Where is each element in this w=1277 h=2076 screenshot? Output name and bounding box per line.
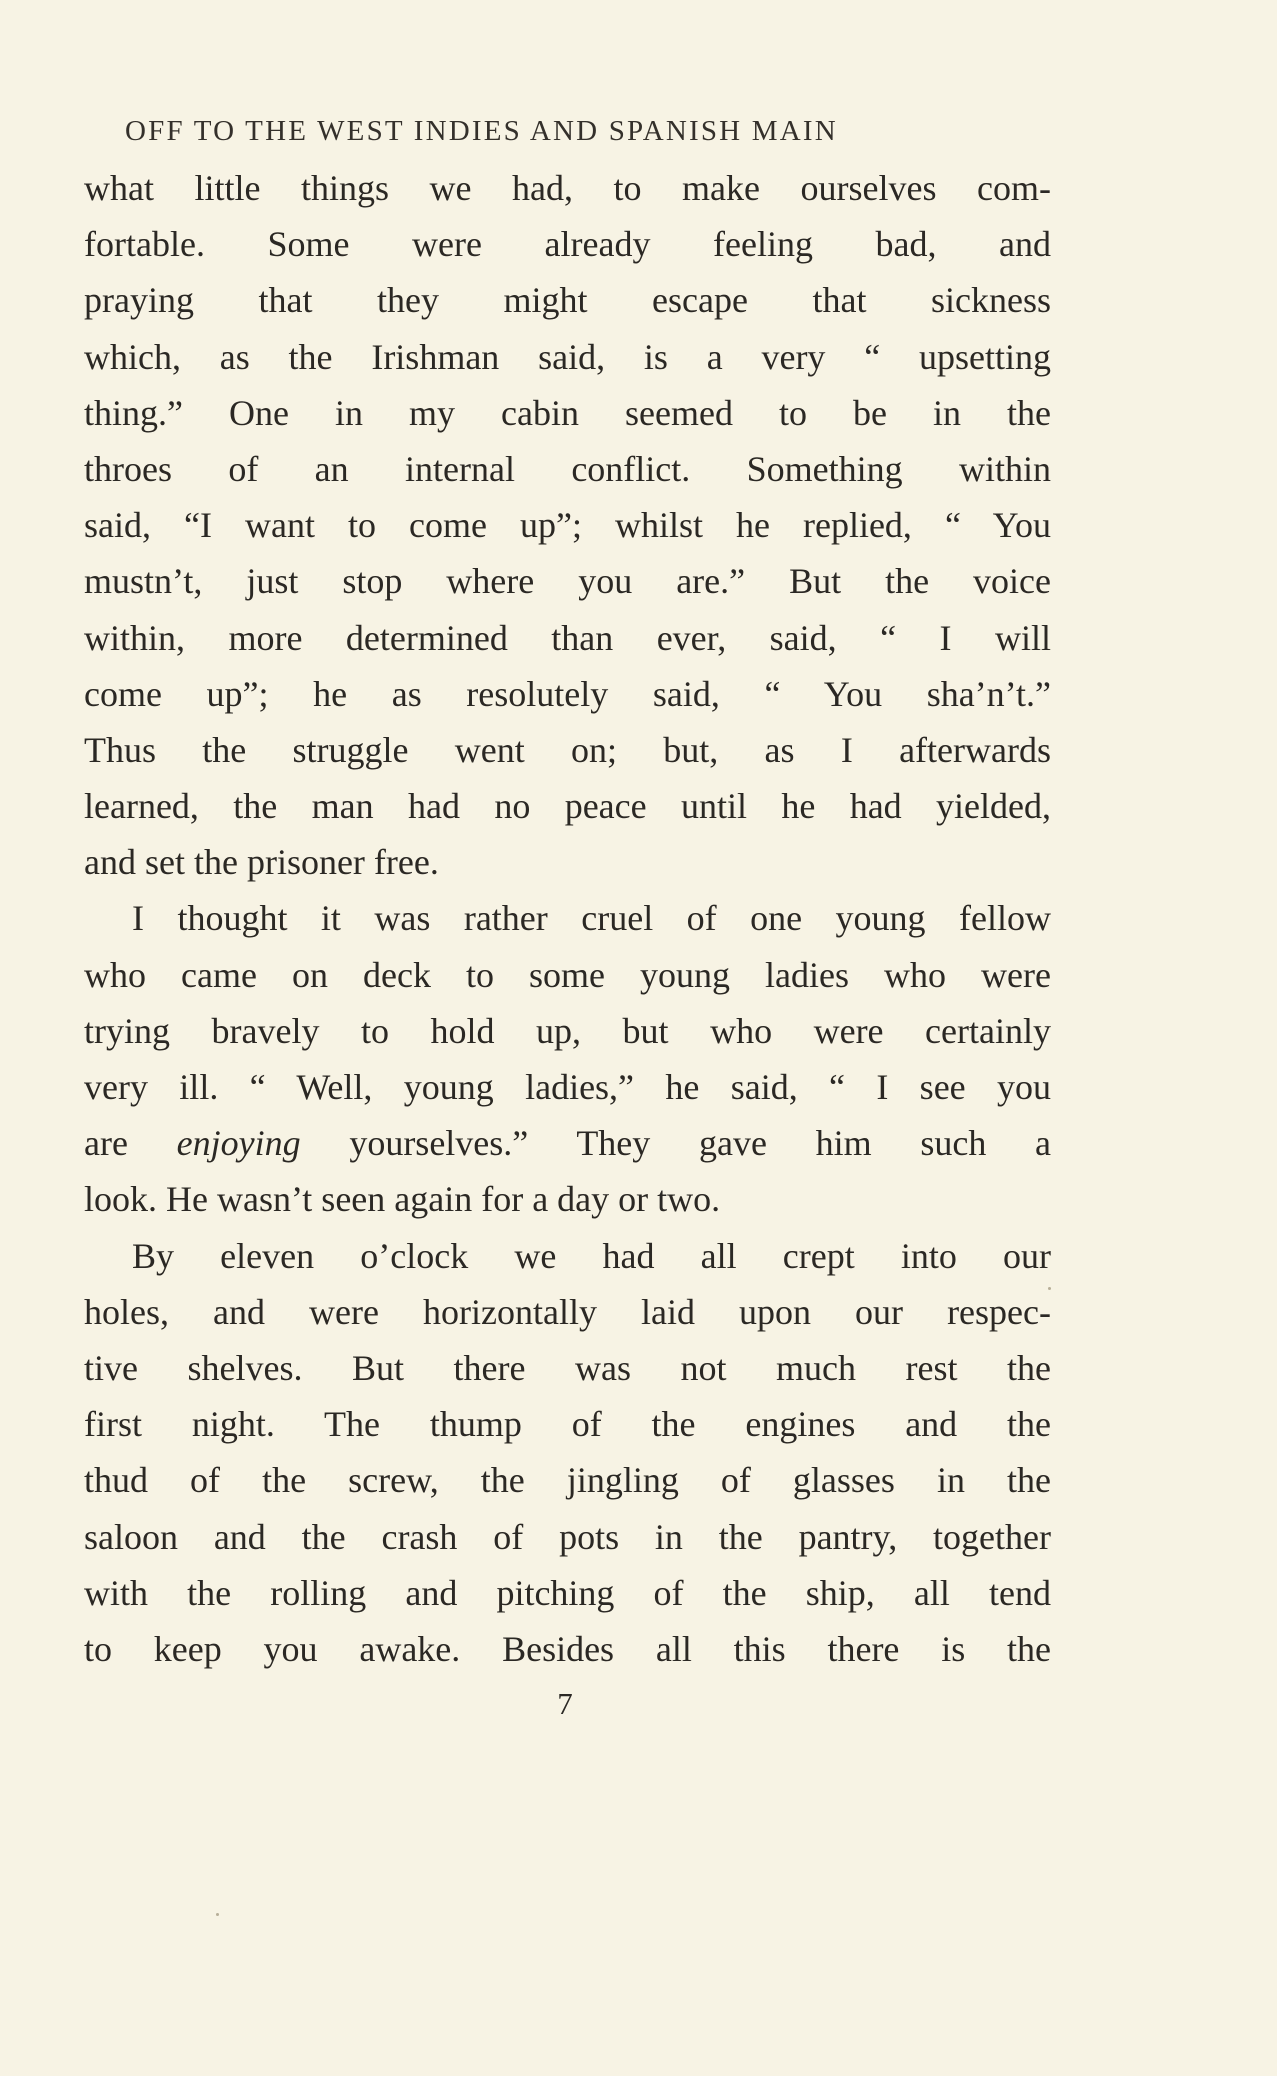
paper-speck — [216, 1913, 219, 1916]
text-line: saloon and the crash of pots in the pantry, together — [84, 1516, 1051, 1557]
paragraph-end-line: look. He wasn’t seen again for a day or two. — [84, 1179, 721, 1220]
text-line: who came on deck to some young ladies who were — [84, 954, 1051, 995]
text-line: first night. The thump of the engines and the — [84, 1404, 1051, 1445]
text-line: with the rolling and pitching of the ship, all tend — [84, 1572, 1051, 1613]
text-line: tive shelves. But there was not much rest the — [84, 1347, 1051, 1388]
text-line: come up”; he as resolutely said, “ You sha’n’t.” — [84, 673, 1051, 714]
text-run: yourselves.” They gave him such a — [300, 1123, 1051, 1164]
paragraph-start-line: I thought it was rather cruel of one young fellow — [132, 898, 1051, 939]
text-line: praying that they might escape that sickness — [84, 280, 1051, 321]
text-line: throes of an internal conflict. Something within — [84, 448, 1051, 489]
page-number: 7 — [557, 1686, 573, 1721]
text-line: thing.” One in my cabin seemed to be in the — [84, 392, 1051, 433]
paper-speck — [1048, 1287, 1051, 1290]
running-head: OFF TO THE WEST INDIES AND SPANISH MAIN — [125, 115, 838, 147]
text-run: are — [84, 1123, 177, 1164]
text-line: learned, the man had no peace until he had yielded, — [84, 786, 1051, 827]
text-line: very ill. “ Well, young ladies,” he said, “ I see you — [84, 1067, 1051, 1107]
paragraph-end-line: and set the prisoner free. — [84, 842, 439, 883]
paragraph-start-line: By eleven o’clock we had all crept into our — [132, 1235, 1051, 1276]
text-line: said, “I want to come up”; whilst he replied, “ You — [84, 505, 1051, 546]
text-line: Thus the struggle went on; but, as I afterwards — [84, 729, 1051, 770]
text-line: what little things we had, to make ourselves com- — [84, 168, 1051, 208]
text-line: which, as the Irishman said, is a very “ upsetting — [84, 336, 1051, 377]
italic-word: enjoying — [176, 1123, 301, 1164]
text-line: mustn’t, just stop where you are.” But the voice — [84, 561, 1051, 602]
text-line: holes, and were horizontally laid upon our respec- — [84, 1291, 1051, 1332]
text-line: within, more determined than ever, said, “ I will — [84, 617, 1051, 658]
text-line-with-italic — [84, 1115, 1051, 1171]
body-text — [84, 160, 1051, 1677]
text-line: thud of the screw, the jingling of glasses in the — [84, 1460, 1051, 1501]
text-line: fortable. Some were already feeling bad, and — [84, 224, 1051, 265]
text-line: trying bravely to hold up, but who were certainly — [84, 1010, 1051, 1051]
text-line: to keep you awake. Besides all this there is the — [84, 1628, 1051, 1669]
